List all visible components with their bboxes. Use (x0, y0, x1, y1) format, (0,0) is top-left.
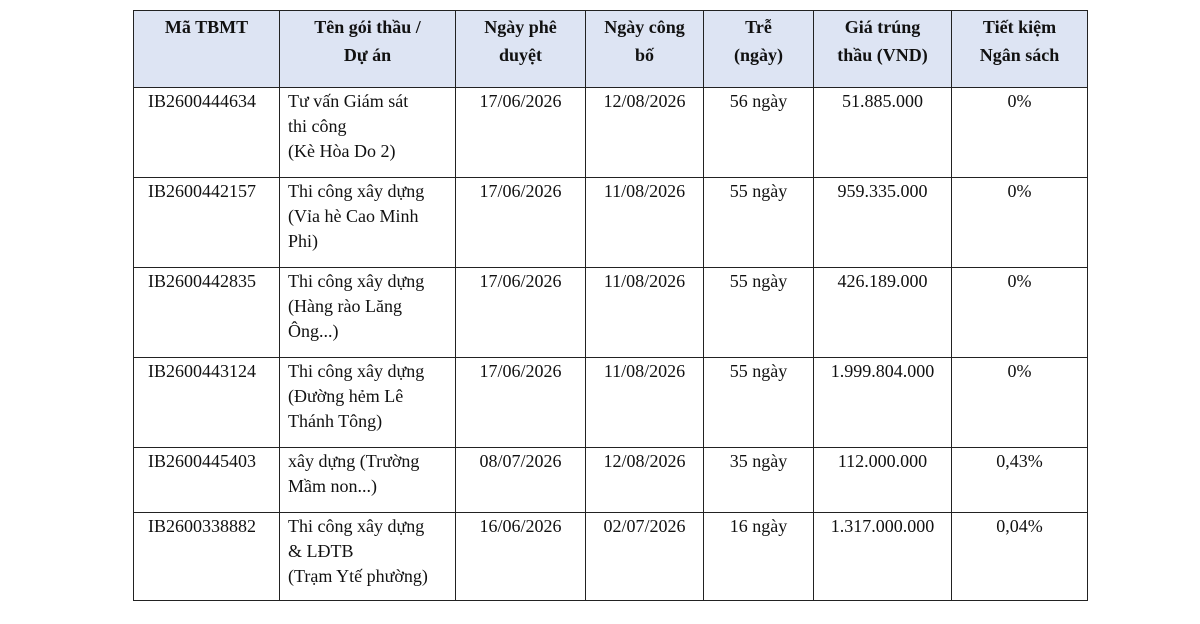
package-name-cell (280, 448, 456, 513)
budget-saving-cell: 0% (952, 268, 1088, 358)
package-name-line: (Đường hẻm Lê (288, 386, 404, 406)
approved-date-cell: 16/06/2026 (456, 513, 586, 601)
header-code (134, 11, 280, 88)
header-delay-line: (ngày) (734, 45, 783, 65)
delay-cell: 55 ngày (704, 178, 814, 268)
header-name-line: Tên gói thầu / (314, 17, 421, 37)
package-name-line: Mầm non...) (288, 476, 377, 496)
approved-date-cell: 08/07/2026 (456, 448, 586, 513)
package-name-line: Ông...) (288, 321, 339, 341)
package-name-line: Thánh Tông) (288, 411, 383, 431)
package-name-line: Thi công xây dựng (288, 361, 425, 381)
table-row (134, 448, 1088, 513)
package-name-line: Thi công xây dựng (288, 271, 425, 291)
winning-price-cell: 426.189.000 (814, 268, 952, 358)
header-published-date (586, 11, 704, 88)
package-name-line: Thi công xây dựng (288, 181, 425, 201)
winning-price-cell: 1.999.804.000 (814, 358, 952, 448)
published-date-cell: 12/08/2026 (586, 88, 704, 178)
delay-cell: 35 ngày (704, 448, 814, 513)
table-row (134, 358, 1088, 448)
package-name-line: thi công (288, 116, 347, 136)
delay-cell: 55 ngày (704, 358, 814, 448)
header-approved-date (456, 11, 586, 88)
table-row (134, 178, 1088, 268)
winning-price-cell: 959.335.000 (814, 178, 952, 268)
header-price (814, 11, 952, 88)
header-approved-date-line: duyệt (498, 45, 542, 65)
published-date-cell: 11/08/2026 (586, 358, 704, 448)
package-name-line: Thi công xây dựng (288, 516, 425, 536)
budget-saving-cell: 0,43% (952, 448, 1088, 513)
header-price-line: Giá trúng (844, 17, 921, 37)
tender-code-cell: IB2600338882 (134, 513, 280, 601)
published-date-cell: 11/08/2026 (586, 178, 704, 268)
delay-cell: 16 ngày (704, 513, 814, 601)
published-date-cell: 02/07/2026 (586, 513, 704, 601)
approved-date-cell: 17/06/2026 (456, 358, 586, 448)
header-published-date-line: Ngày công (604, 17, 685, 37)
published-date-cell: 12/08/2026 (586, 448, 704, 513)
tender-code-cell: IB2600445403 (134, 448, 280, 513)
header-code-line: Mã TBMT (164, 17, 249, 37)
winning-price-cell: 1.317.000.000 (814, 513, 952, 601)
tender-table (133, 10, 1088, 601)
package-name-line: (Vỉa hè Cao Minh (288, 206, 419, 226)
package-name-cell (280, 358, 456, 448)
package-name-line: Phi) (288, 231, 319, 251)
approved-date-cell: 17/06/2026 (456, 88, 586, 178)
header-name (280, 11, 456, 88)
package-name-cell (280, 513, 456, 601)
header-delay (704, 11, 814, 88)
tender-code-cell: IB2600442157 (134, 178, 280, 268)
winning-price-cell: 51.885.000 (814, 88, 952, 178)
budget-saving-cell: 0% (952, 88, 1088, 178)
published-date-cell: 11/08/2026 (586, 268, 704, 358)
header-row (134, 11, 1088, 88)
package-name-line: xây dựng (Trường (288, 451, 420, 471)
tender-code-cell: IB2600443124 (134, 358, 280, 448)
table-row (134, 88, 1088, 178)
header-price-line: thầu (VND) (837, 45, 928, 65)
table-row (134, 268, 1088, 358)
header-saving-line: Ngân sách (979, 45, 1060, 65)
approved-date-cell: 17/06/2026 (456, 268, 586, 358)
approved-date-cell: 17/06/2026 (456, 178, 586, 268)
budget-saving-cell: 0% (952, 358, 1088, 448)
package-name-line: Tư vấn Giám sát (288, 91, 409, 111)
tender-code-cell: IB2600442835 (134, 268, 280, 358)
table-row (134, 513, 1088, 601)
package-name-line: (Trạm Ytế phường) (288, 566, 428, 586)
package-name-cell (280, 178, 456, 268)
tender-code-cell: IB2600444634 (134, 88, 280, 178)
package-name-line: (Kè Hòa Do 2) (288, 141, 396, 161)
header-approved-date-line: Ngày phê (484, 17, 557, 37)
package-name-line: (Hàng rào Lăng (288, 296, 402, 316)
budget-saving-cell: 0% (952, 178, 1088, 268)
header-saving (952, 11, 1088, 88)
delay-cell: 55 ngày (704, 268, 814, 358)
table-body (134, 88, 1088, 601)
budget-saving-cell: 0,04% (952, 513, 1088, 601)
header-saving-line: Tiết kiệm (982, 17, 1057, 37)
delay-cell: 56 ngày (704, 88, 814, 178)
header-name-line: Dự án (343, 45, 392, 65)
package-name-line: & LĐTB (288, 541, 354, 561)
winning-price-cell: 112.000.000 (814, 448, 952, 513)
package-name-cell (280, 88, 456, 178)
header-delay-line: Trễ (745, 17, 772, 37)
package-name-cell (280, 268, 456, 358)
header-published-date-line: bố (634, 45, 654, 65)
